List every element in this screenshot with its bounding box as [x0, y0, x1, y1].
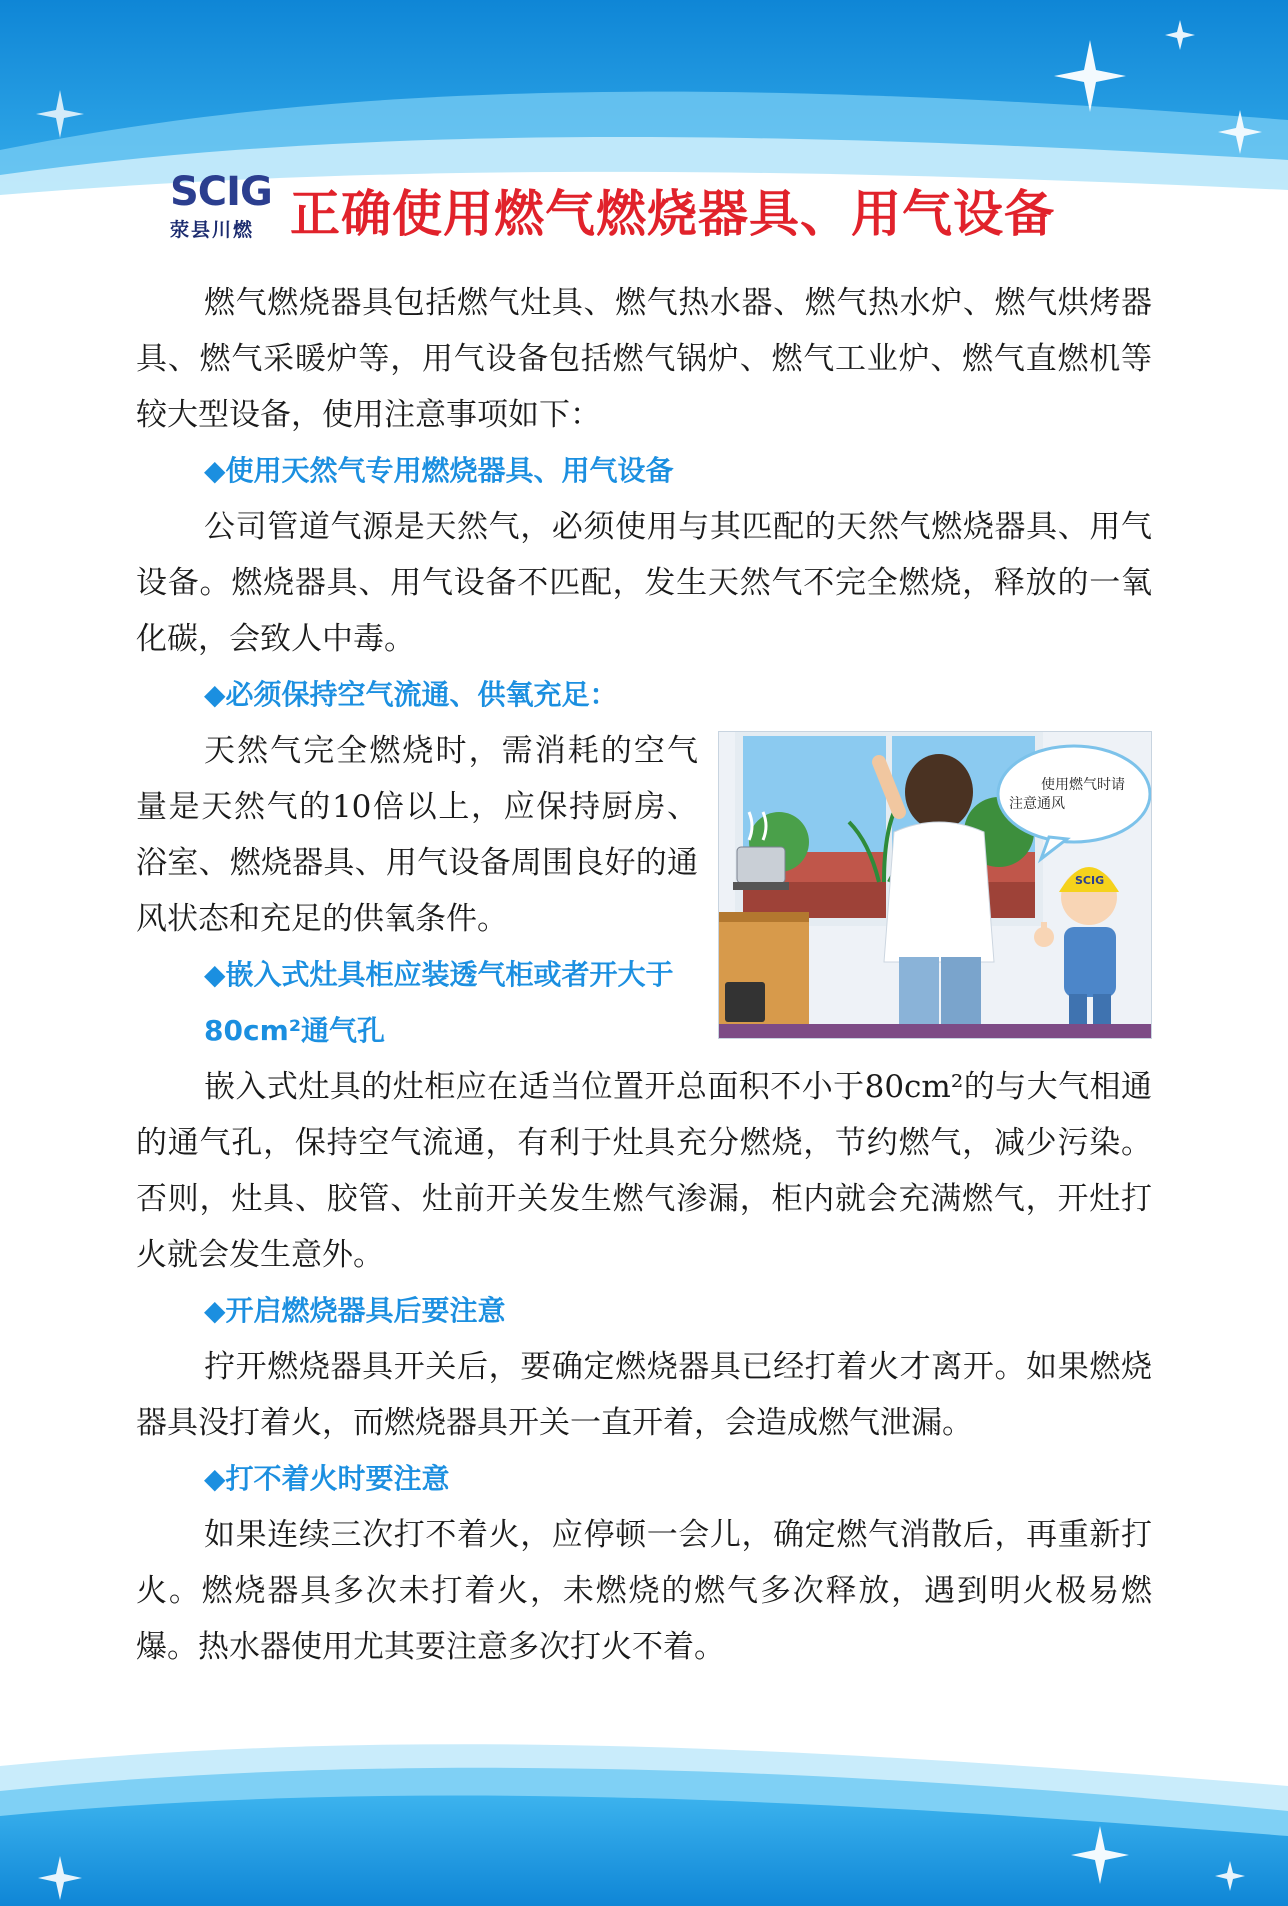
illustrated-block — [136, 723, 1152, 1283]
section-body-4: 拧开燃烧器具开关后，要确定燃烧器具已经打着火才离开。如果燃烧器具没打着火，而燃烧器具开关一直开着，会造成燃气泄漏。 — [136, 1349, 1152, 1441]
section-body-3: 嵌入式灶具的灶柜应在适当位置开总面积不小于80cm²的与大气相通的通气孔，保持空气流通，有利于灶具充分燃烧，节约燃气，减少污染。否则，灶具、胶管、灶前开关发生燃气渗漏，柜内就会充满燃气，开灶打火就会发生意外。 — [136, 1069, 1152, 1273]
page-header — [170, 170, 1150, 250]
scig-logo — [170, 171, 278, 249]
bubble-line-2: 注意通风 — [1009, 796, 1065, 812]
section-heading-3: ◆嵌入式灶具柜应装透气柜或者开大于80cm²通气孔 — [204, 958, 674, 1047]
section-body-2: 天然气完全燃烧时，需消耗的空气量是天然气的10倍以上，应保持厨房、浴室、燃烧器具、用气设备周围良好的通风状态和充足的供氧条件。 — [136, 733, 698, 937]
bubble-line-1: 使用燃气时请 — [1041, 777, 1125, 793]
bottom-decorative-band — [0, 1706, 1288, 1906]
section-heading-1: ◆使用天然气专用燃烧器具、用气设备 — [204, 454, 674, 487]
section-body-5: 如果连续三次打不着火，应停顿一会儿，确定燃气消散后，再重新打火。燃烧器具多次未打着火，未燃烧的燃气多次释放，遇到明火极易燃爆。热水器使用尤其要注意多次打火不着。 — [136, 1517, 1152, 1665]
section-heading-5: ◆打不着火时要注意 — [204, 1462, 450, 1495]
section-body-1: 公司管道气源是天然气，必须使用与其匹配的天然气燃烧器具、用气设备。燃烧器具、用气设备不匹配，发生天然气不完全燃烧，释放的一氧化碳，会致人中毒。 — [136, 509, 1152, 657]
section-heading-2: ◆必须保持空气流通、供氧充足： — [204, 678, 618, 711]
section-heading-4: ◆开启燃烧器具后要注意 — [204, 1294, 506, 1327]
helmet-logo: SCIG — [1075, 874, 1105, 887]
ventilation-illustration — [718, 731, 1152, 1039]
logo-subtitle: 荥县川燃 — [170, 219, 255, 241]
article-body — [136, 275, 1152, 1675]
page-title: 正确使用燃气燃烧器具、用气设备 — [290, 185, 1055, 243]
intro-paragraph: 燃气燃烧器具包括燃气灶具、燃气热水器、燃气热水炉、燃气烘烤器具、燃气采暖炉等，用气设备包括燃气锅炉、燃气工业炉、燃气直燃机等较大型设备，使用注意事项如下： — [136, 285, 1152, 433]
logo-wordmark: SCIG — [170, 169, 272, 215]
